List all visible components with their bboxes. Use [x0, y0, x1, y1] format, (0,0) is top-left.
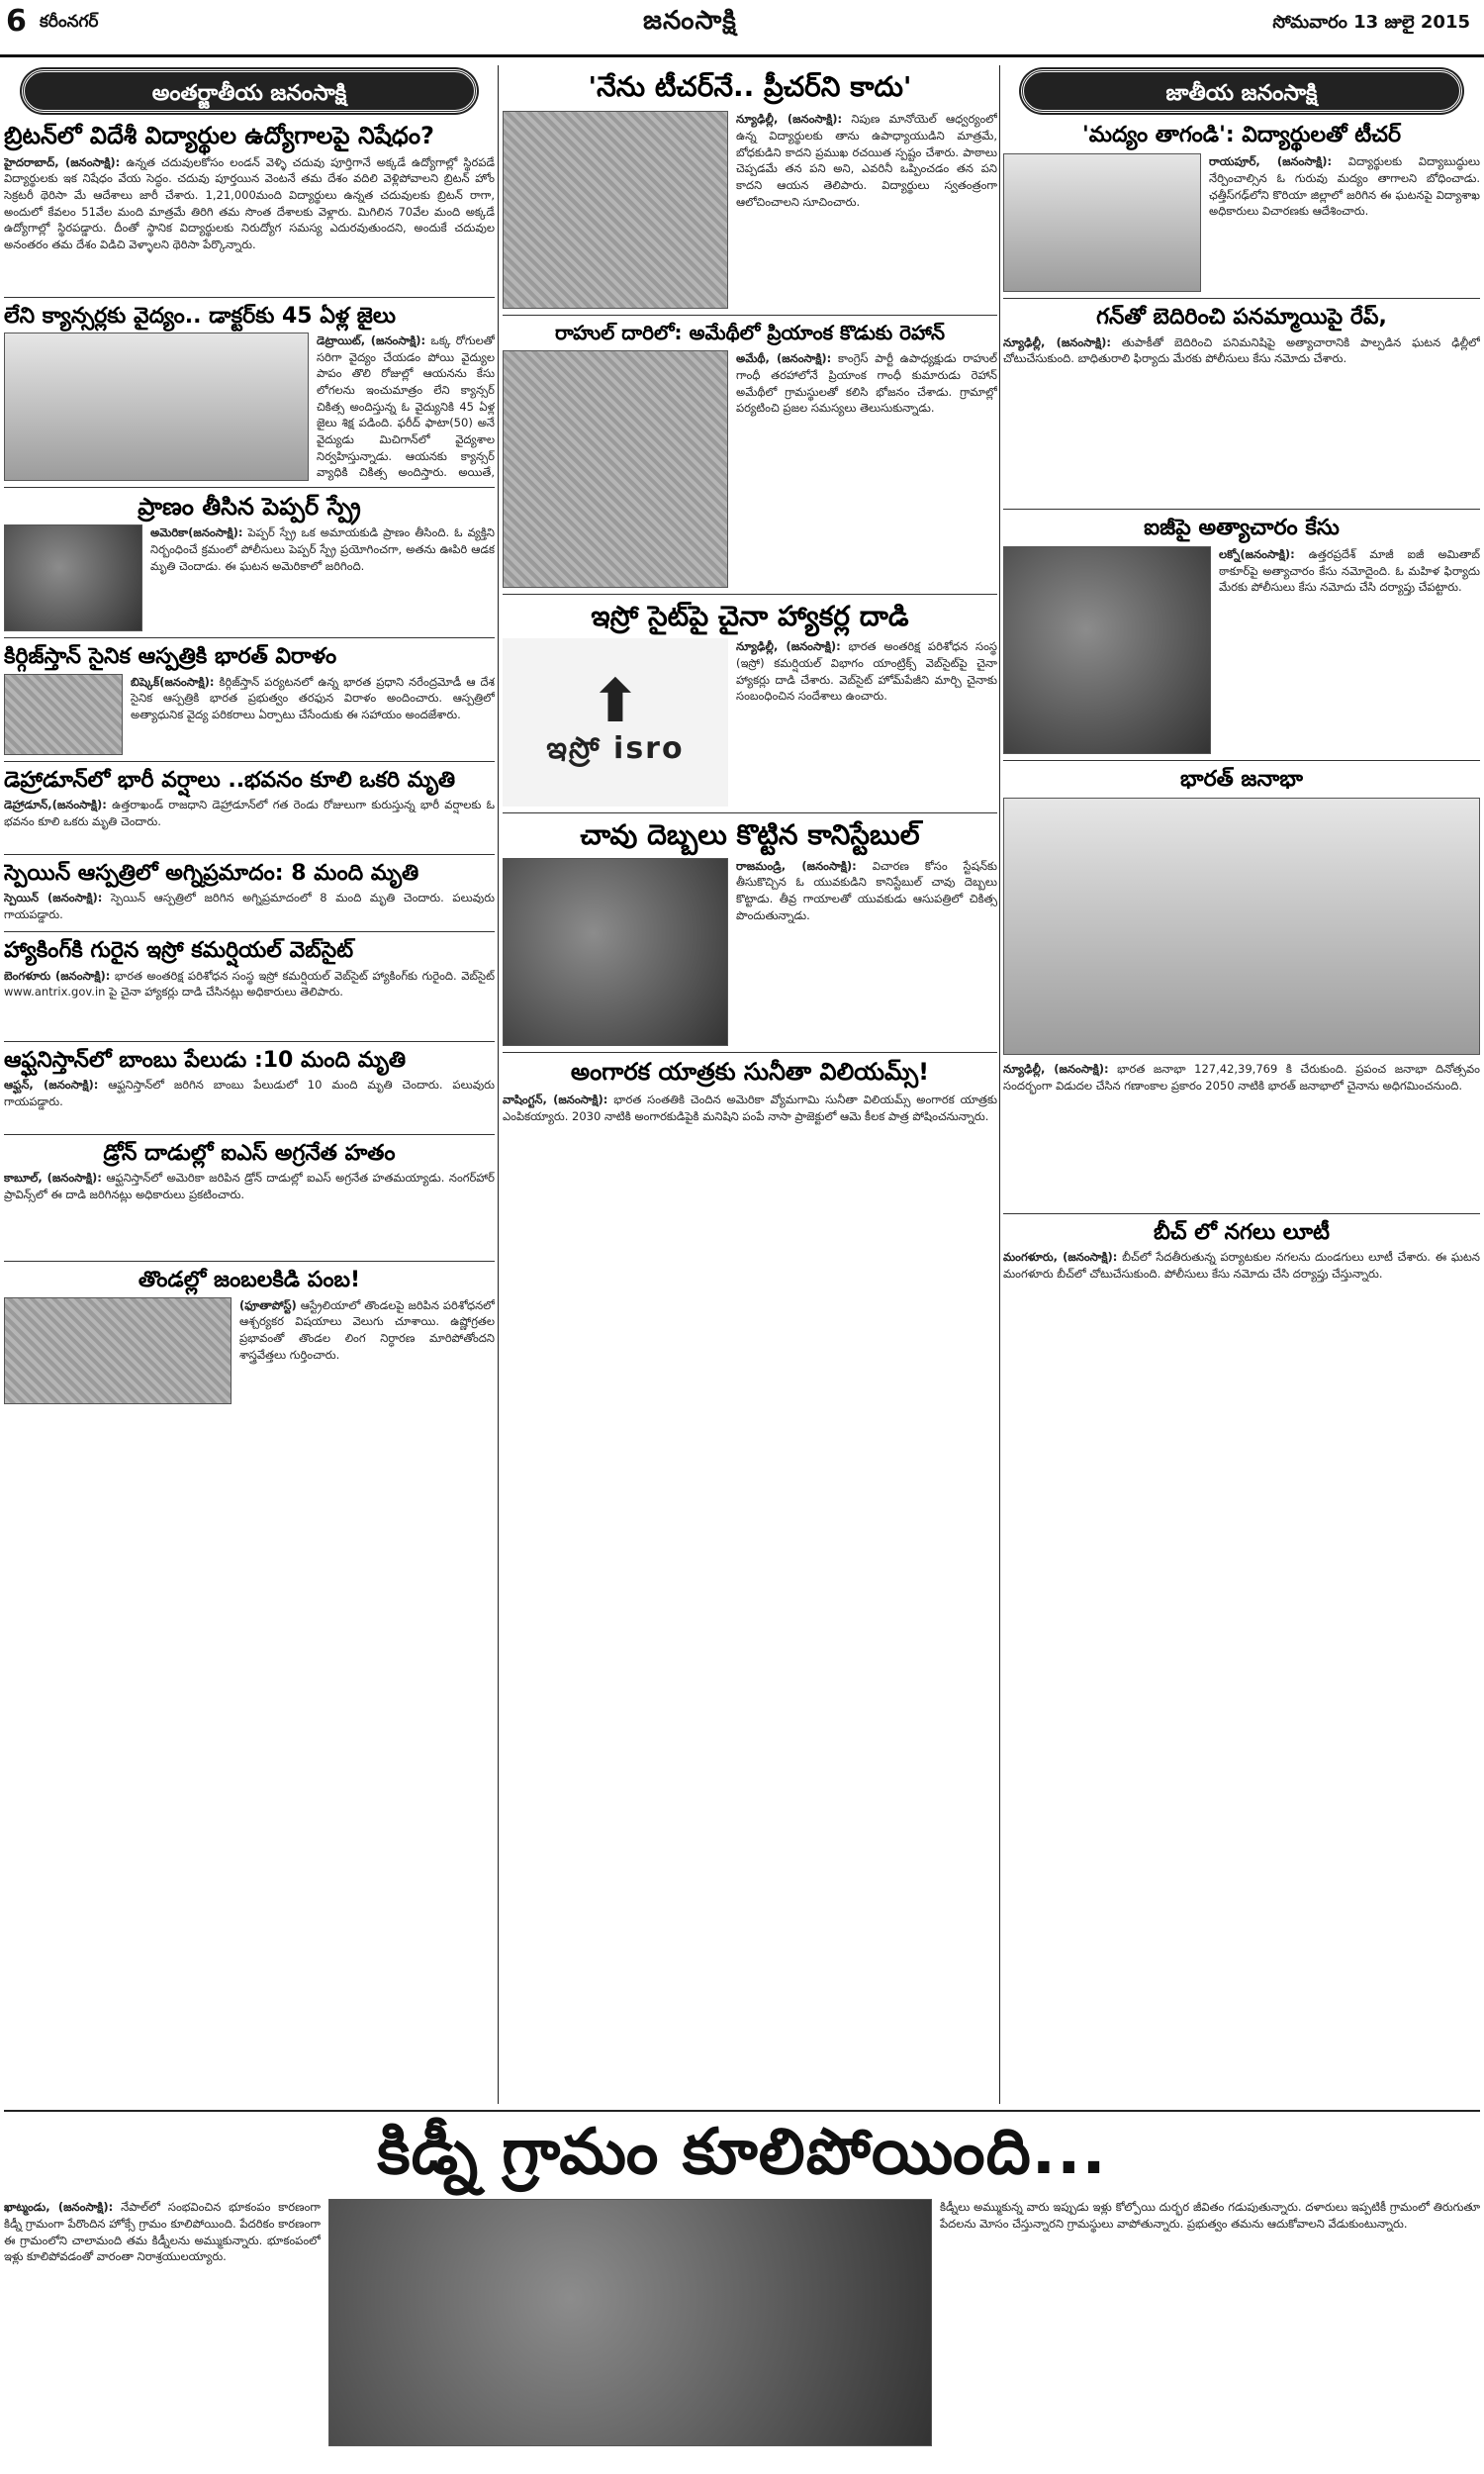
article-maid-assault [1003, 305, 1480, 502]
newspaper-logo: జనంసాక్షి [643, 6, 737, 36]
article-isro-chinese-hackers [503, 601, 997, 807]
headline: ప్రాణం తీసిన పెప్పర్ స్ప్రే [138, 492, 361, 521]
article-body: స్పెయిన్ ఆస్పత్రిలో జరిగిన అగ్నిప్రమాదంలో 8 మంది మృతి చెందారు. పలువురు గాయపడ్డారు. [4, 891, 495, 922]
article-body: నేపాల్‌లో సంభవించిన భూకంపం కారణంగా కిడ్నీ గ్రామంగా పేరొందిన హోక్సే గ్రామం కూలిపోయింది. పేదరికం కారణంగా ఈ గ్రామంలోని చాలామంది తమ కిడ్నీలను అమ్ముకున్నారు. భూకంపంలో ఇళ్లు కూలిపోవడంతో వారంతా నిరాశ్రయులయ్యారు. [4, 2200, 321, 2264]
isro-logo [503, 638, 728, 807]
article-sunita-williams [503, 1059, 997, 1188]
flag-children-photo [1003, 798, 1480, 1055]
dateline: ఆఫ్ఘన్, (జనంసాక్షి): [4, 1077, 99, 1092]
dateline: అమెరికా(జనంసాక్షి): [150, 525, 243, 540]
national-section [1003, 65, 1480, 2104]
dateline: రాజమండ్రి, (జనంసాక్షి): [736, 858, 857, 873]
headline: బీచ్ లో నగలు లూటీ [1153, 1220, 1331, 1246]
headline: డెహ్రాడూన్‌లో భారీ వర్షాలు ..భవనం కూలి ఒకరి మృతి [4, 767, 456, 793]
dateline: అమేథీ, (జనంసాక్షి): [736, 351, 832, 366]
dateline: వాషింగ్టన్, (జనంసాక్షి): [503, 1093, 608, 1107]
article-body: భారత సంతతికి చెందిన అమెరికా వ్యోమగామి సునీతా విలియమ్స్ అంగారక యాత్రకు ఎంపికయ్యారు. 2030 నాటికి అంగారకుడిపైకి మనిషిని పంపే నాసా ప్రాజెక్టులో ఆమె కీలక పాత్ర పోషించనున్నారు. [503, 1093, 997, 1123]
article-body: పెప్పర్ స్ప్రే ఒక అమాయకుడి ప్రాణం తీసింది. ఓ వ్యక్తిని నిర్బంధించే క్రమంలో పోలీసులు పెప్పర్ స్ప్రే ప్రయోగించగా, అతను ఊపిరి ఆడక మృతి చెందాడు. ఈ ఘటన అమెరికాలో జరిగింది. [150, 525, 495, 573]
international-section [4, 65, 495, 2104]
dateline: స్పెయిన్ (జనంసాక్షి): [4, 891, 103, 905]
headline: హ్యాకింగ్‌కి గురైన ఇస్రో కమర్షియల్ వెబ్‌సైట్ [4, 938, 354, 964]
dateline: మంగళూరు, (జనంసాక్షి): [1003, 1250, 1118, 1265]
article-india-population [1003, 767, 1480, 1207]
article-body: భారత జనాభా 127,42,39,769 కి చేరుకుంది. ప్రపంచ జనాభా దినోత్సవం సందర్భంగా విడుదల చేసిన గణాంకాల ప్రకారం 2050 నాటికి భారత్ జనాభాలో చైనాను అధిగమించనుంది. [1003, 1062, 1480, 1093]
headline: బ్రిటన్‌లో విదేశీ విద్యార్థుల ఉద్యోగాలపై నిషేధం? [4, 122, 434, 149]
article-drone-attack [4, 1141, 495, 1255]
article-teacher-not-preacher [503, 71, 997, 309]
article-body: విచారణ కోసం స్టేషన్‌కు తీసుకొచ్చిన ఓ యువకుడిని కానిస్టేబుల్ చావు దెబ్బలు కొట్టాడు. తీవ్ర గాయాలతో యువకుడు ఆసుపత్రిలో చికిత్స పొందుతున్నాడు. [736, 858, 997, 922]
article-afghanistan-blast [4, 1048, 495, 1128]
edition-city: కరీంనగర్ [40, 12, 99, 32]
ig-officer-photo [1003, 546, 1211, 754]
article-body: ఆఫ్ఘనిస్తాన్‌లో అమెరికా జరిపిన డ్రోన్ దాడుల్లో ఐఎస్ అగ్రనేత హతమయ్యాడు. నంగర్‌హార్ ప్రావిన్స్‌లో ఈ దాడి జరిగినట్లు అధికారులు ప్రకటించారు. [4, 1171, 495, 1201]
article-body: ఆస్ట్రేలియాలో తొండలపై జరిపిన పరిశోధనలో ఆశ్చర్యకర విషయాలు వెలుగు చూశాయి. ఉష్ణోగ్రతల ప్రభావంతో తొండల లింగ నిర్ధారణ మారిపోతోందని శాస్త్రవేత్తలు గుర్తించారు. [239, 1297, 495, 1362]
article-ig-case [1003, 516, 1480, 754]
dateline: బిష్కెక్(జనంసాక్షి): [131, 674, 215, 689]
article-body: కాంగ్రెస్ పార్టీ ఉపాధ్యక్షుడు రాహుల్ గాంధీ తరహాలోనే ప్రియాంక గాంధీ కుమారుడు రెహాన్ అమేథీలో గ్రామస్థులతో కలిసి భోజనం చేశాడు. గ్రామాల్లో పర్యటించి ప్రజల సమస్యలు తెలుసుకున్నాడు. [736, 351, 997, 416]
article-spain-fire [4, 861, 495, 925]
article-body-continued: కిడ్నీలు అమ్ముకున్న వారు ఇప్పుడు ఇళ్లు కోల్పోయి దుర్భర జీవితం గడుపుతున్నారు. దళారులు ఇప్పటికీ గ్రామంలో తిరుగుతూ పేదలను మోసం చేస్తున్నారని గ్రామస్థులు వాపోతున్నారు. ప్రభుత్వం తమను ఆదుకోవాలని వేడుకుంటున్నారు. [940, 2200, 1480, 2232]
dateline: డెహ్రాడూన్,(జనంసాక్షి): [4, 798, 107, 812]
column-rule [999, 65, 1000, 2104]
article-body: ఒక్క రోగులతో సరిగా వైద్యం చేయడం పోయి వైద్యుల పాపం తొలి రోజుల్లో ఆయనను కేసు లోగలను ఇంచుమాత్రం లేని క్యాన్సర్ చికిత్స అందిస్తున్న ఓ వైద్యునికి 45 ఏళ్ల జైలు శిక్ష పడింది. ఫరీద్ ఫాటా(50) అనే వైద్యుడు మిచిగాన్‌లో వైద్యశాల నిర్వహిస్తున్నాడు. ఆయనకు క్యాన్సర్ వ్యాధికి చికిత్స అందిస్తారు. అయితే, [317, 333, 495, 480]
dateline: రాయపూర్, (జనంసాక్షి): [1209, 154, 1333, 169]
article-isro-website-hack [4, 938, 495, 1034]
article-britain-students [4, 123, 495, 291]
victim-photo [4, 524, 142, 631]
scientists-photo [4, 1297, 232, 1404]
headline: 'నేను టీచర్‌నే.. ప్రీచర్‌ని కాదు' [588, 70, 912, 103]
headline: ఐజీపై అత్యాచారం కేసు [1144, 515, 1340, 540]
dateline: (ఫూతాపోస్ట్) [239, 1297, 297, 1312]
headline: లేని క్యాన్సర్లకు వైద్యం.. డాక్టర్‌కు 45 ఏళ్ల జైలు [4, 303, 397, 329]
article-body: భారత అంతరిక్ష పరిశోధన సంస్థ (ఇస్రో) కమర్షియల్ విభాగం యాంట్రిక్స్ వెబ్‌సైట్‌పై చైనా హ్యాకర్లు దాడి చేశారు. వెబ్‌సైట్ హోమ్‌పేజీని మార్చి చైనాకు సంబంధించిన సందేశాలు ఉంచారు. [736, 639, 997, 704]
article-body: బీచ్‌లో సేదతీరుతున్న పర్యాటకుల నగలను దుండగులు లూటీ చేశారు. ఈ ఘటన మంగళూరు బీచ్‌లో చోటుచేసుకుంది. పోలీసులు కేసు నమోదు చేసి దర్యాప్తు చేస్తున్నారు. [1003, 1250, 1480, 1282]
article-teacher-liquor [1003, 123, 1480, 292]
rocket-icon: ⬆ [590, 667, 641, 737]
article-beach-jewellery [1003, 1220, 1480, 1467]
section-banner-national: జాతీయ జనంసాక్షి [1021, 69, 1462, 113]
article-body: ఉత్తరాఖండ్ రాజధాని డెహ్రాడూన్‌లో గత రెండు రోజులుగా కురుస్తున్న భారీ వర్షాలకు ఓ భవనం కూలి ఒకరు మృతి చెందారు. [4, 798, 495, 828]
article-body: తుపాకీతో బెదిరించి పనిమనిషిపై అత్యాచారానికి పాల్పడిన ఘటన ఢిల్లీలో చోటుచేసుకుంది. బాధితురాలి ఫిర్యాదు మేరకు పోలీసులు కేసు నమోదు చేశారు. [1003, 334, 1480, 366]
dateline: న్యూఢిల్లీ, (జనంసాక్షి): [736, 112, 843, 127]
section-banner-international: అంతర్జాతీయ జనంసాక్షి [22, 69, 477, 113]
headline: చావు దెబ్బలు కొట్టిన కానిస్టేబుల్ [580, 818, 920, 852]
headline: ఇస్రో సైట్‌పై చైనా హ్యాకర్ల దాడి [591, 600, 909, 633]
article-body: ఉత్తరప్రదేశ్ మాజీ ఐజీ అమితాబ్ ఠాకూర్‌పై అత్యాచారం కేసు నమోదైంది. ఓ మహిళ ఫిర్యాదు మేరకు పోలీసులు కేసు నమోదు చేసి దర్యాప్తు చేపట్టారు. [1219, 546, 1480, 595]
article-body: నిపుణ మానోయెల్ ఆధ్వర్యంలో ఉన్న విద్యార్థులకు తాను ఉపాధ్యాయుడిని మాత్రమే, బోధకుడిని కాదని ప్రముఖ రచయిత స్పష్టం చేశారు. పాఠాలు చెప్పడమే తన పని అని, ఎవరినీ ఒప్పించడం తన పని కాదని ఆయన తెలిపారు. విద్యార్థులు స్వతంత్రంగా ఆలోచించాలని సూచించారు. [736, 112, 997, 209]
dateline: న్యూఢిల్లీ, (జనంసాక్షి): [1003, 1062, 1109, 1077]
dateline: కాబూల్, (జనంసాక్షి): [4, 1171, 102, 1186]
article-kyrgyzstan-donation [4, 644, 495, 754]
dateline: బెంగళూరు (జనంసాక్షి): [4, 968, 111, 983]
isro-logo-text: ఇస్రో isro [546, 731, 685, 767]
article-body: ఆఫ్ఘనిస్తాన్‌లో జరిగిన బాంబు పేలుడులో 10 మంది మృతి చెందారు. పలువురు గాయపడ్డారు. [4, 1077, 495, 1108]
article-body: విద్యార్థులకు విద్యాబుద్ధులు నేర్పించాల్సిన ఓ గురువు మద్యం తాగాలని బోధించాడు. ఛత్తీస్‌గఢ్‌లోని కొరియా జిల్లాలో జరిగిన ఈ ఘటనపై విద్యాశాఖ అధికారులు విచారణకు ఆదేశించారు. [1209, 154, 1480, 219]
teacher-photo [1003, 153, 1201, 292]
police-illustration [503, 858, 728, 1046]
village-meal-photo [503, 350, 728, 588]
article-kidney-village [4, 2118, 1480, 2464]
article-pepper-spray [4, 494, 495, 632]
page-number: 6 [6, 4, 27, 39]
headline: ఆఫ్ఘనిస్తాన్‌లో బాంబు పేలుడు :10 మంది మృతి [4, 1047, 407, 1073]
dateline: లక్నో(జనంసాక్షి): [1219, 546, 1295, 561]
masthead [0, 0, 1484, 57]
headline: కిర్గిజ్‌స్తాన్ సైనిక ఆస్పత్రికి భారత్ విరాళం [4, 644, 337, 670]
headline: అంగారక యాత్రకు సునీతా విలియమ్స్! [570, 1057, 930, 1086]
issue-date: సోమవారం 13 జులై 2015 [1272, 12, 1470, 33]
pm-donation-photo [4, 674, 123, 755]
dateline: ఖాట్మండు, (జనంసాక్షి): [4, 2200, 114, 2215]
article-dehradun-rains [4, 768, 495, 848]
column-rule [498, 65, 499, 2104]
middle-section [503, 65, 997, 2104]
headline: 'మద్యం తాగండి': విద్యార్థులతో టీచర్ [1081, 123, 1402, 147]
article-lizards [4, 1268, 495, 1403]
dateline: న్యూఢిల్లీ, (జనంసాక్షి): [1003, 334, 1111, 349]
headline: డ్రోన్ దాడుల్లో ఐఎస్ అగ్రనేత హతం [103, 1140, 396, 1166]
article-body: భారత అంతరిక్ష పరిశోధన సంస్థ ఇస్రో కమర్షియల్ వెబ్‌సైట్ హ్యాకింగ్‌కు గురైంది. వెబ్‌సైట్ www.antrix.gov.in పై చైనా హ్యాకర్లు దాడి చేసినట్లు అధికారులు తెలిపారు. [4, 968, 495, 999]
article-body: ఉన్నత చదువులకోసం లండన్ వెళ్ళి చదువు పూర్తిగానే అక్కడే ఉద్యోగాల్లో స్థిరపడే విద్యార్థులకు ఇక నిషేధం వేయ సెద్ధం. చదువు పూర్తయిన వెంటనే తమ దేశం వదిలి వెళ్లిపోవాలని బ్రిటన్ హోం సెక్రటరీ థెరిసా మే ఆదేశాలు జారీ చేశారు. 1,21,000మంది విద్యార్థులు ఉన్నత చదువులకు బ్రిటన్ రాగా, అందులో కేవలం 51వేల మంది మాత్రమే తిరిగి తమ సొంత దేశాలకు వెళ్లారు. మిగిలిన 70వేల మంది అక్కడే ఉద్యోగాల్లో స్థిరపడ్డారు. దీంతో స్థానిక విద్యార్థులకు నిరుద్యోగ సమస్య ఎదురవుతుందని, అందుకే చదువుల అనంతరం తమ దేశం విడిచి వెళ్ళాలని థెరిసా పేర్కొన్నారు. [4, 154, 495, 251]
feature-headline: కిడ్నీ గ్రామం కూలిపోయింది... [377, 2116, 1107, 2189]
article-rehan-amethi [503, 322, 997, 588]
article-body: కిర్గిజ్‌స్తాన్ పర్యటనలో ఉన్న భారత ప్రధాని నరేంద్రమోడీ ఆ దేశ సైనిక ఆస్పత్రికి భారత ప్రభుత్వం తరఫున విరాళం అందించారు. ఆస్పత్రిలో అత్యాధునిక వైద్య పరికరాలు ఏర్పాటు చేసేందుకు ఈ సహాయం అందజేశారు. [131, 674, 495, 722]
headline: గన్‌తో బెదిరించి పనమ్మాయిపై రేప్, [1096, 305, 1387, 331]
author-photo [503, 111, 728, 309]
headline: రాహుల్ దారిలో: అమేథీలో ప్రియాంక కొడుకు రెహాన్ [554, 321, 946, 345]
article-doctor-jail [4, 304, 495, 481]
hospital-doctor-photo [4, 333, 309, 481]
headline: భారత్ జనాభా [1180, 766, 1303, 792]
feature-rule [4, 2110, 1480, 2112]
headline: తొండల్లో జంబలకిడి పంబ! [138, 1268, 361, 1293]
article-constable-beating [503, 819, 997, 1045]
dateline: న్యూఢిల్లీ, (జనంసాక్షి): [736, 639, 841, 654]
collapsed-village-photo [328, 2199, 932, 2446]
dateline: హైదరాబాద్, (జనంసాక్షి): [4, 154, 121, 169]
headline: స్పెయిన్ ఆస్పత్రిలో అగ్నిప్రమాదం: 8 మంది మృతి [4, 861, 419, 887]
dateline: డెట్రాయిట్, (జనంసాక్షి): [317, 333, 426, 347]
